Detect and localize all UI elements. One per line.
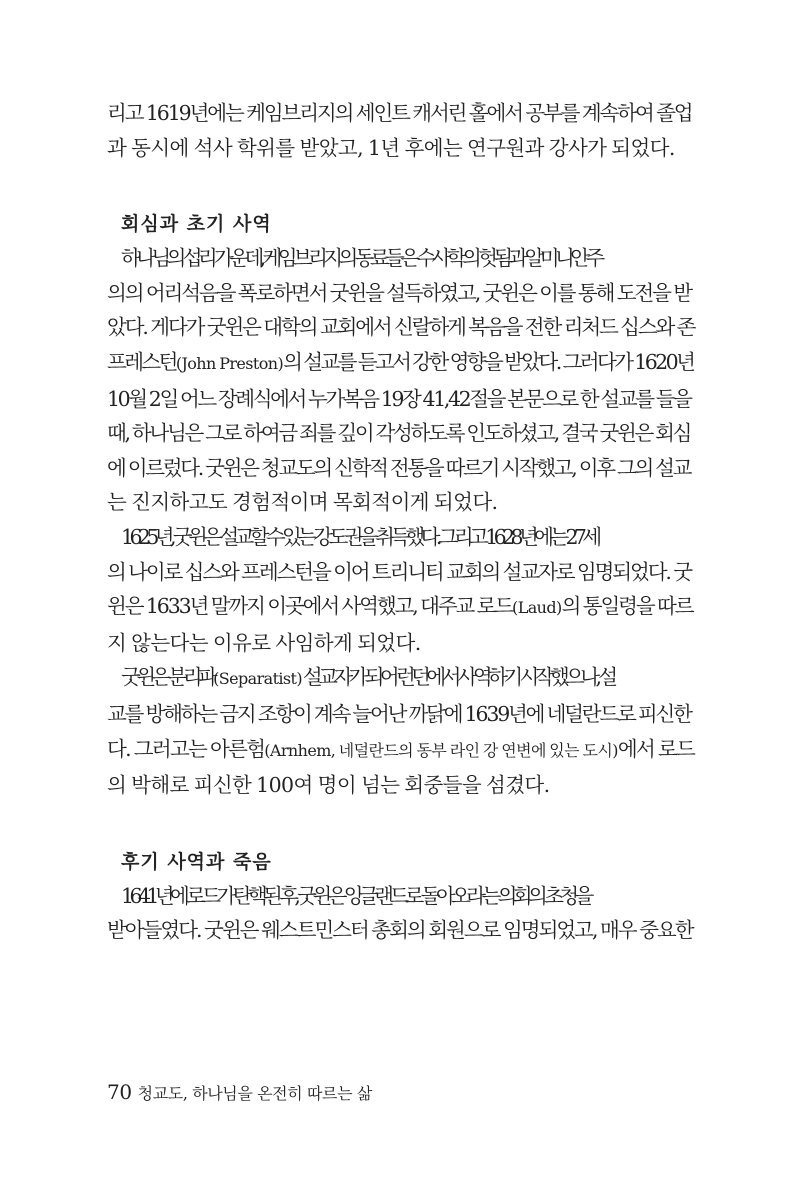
text-line: 교를 방해하는 금지 조항이 계속 늘어난 까닭에 1639년에 네덜란드로 피신한 <box>107 701 691 726</box>
text-line: 다. 그러고는 아른험(Arnhem, 네덜란드의 동부 라인 강 연변에 있는 도시)에서 로드 <box>107 736 695 761</box>
text-line: 의의 어리석음을 폭로하면서 굿윈을 설득하였고, 굿윈은 이를 통해 도전을 받 <box>107 280 691 305</box>
page-number: 70 <box>107 1080 132 1104</box>
book-title: 청교도, 하나님을 온전히 따르는 삶 <box>137 1084 372 1103</box>
text-line: 프레스턴(John Preston)의 설교를 듣고서 강한 영향을 받았다. 그러다가 1620년 <box>107 349 694 374</box>
text-line: 의 나이로 십스와 프레스턴을 이어 트리니티 교회의 설교자로 임명되었다. 굿 <box>107 559 691 584</box>
parenthetical-note: (Separatist) <box>213 669 303 689</box>
paragraph-license <box>107 520 693 660</box>
section-heading-later-ministry: 후기 사역과 죽음 <box>121 850 272 873</box>
text-line: 의 박해로 피신한 100여 명이 넘는 회중들을 섬겼다. <box>107 773 550 798</box>
text-line: 1641년에 로드가 탄핵된 후, 굿윈은 잉글랜드로 돌아오라는 의회의 초청을 <box>121 883 590 908</box>
text-line: 는 진지하고도 경험적이며 목회적이게 되었다. <box>107 490 498 515</box>
text-line: 에 이르렀다. 굿윈은 청교도의 신학적 전통을 따르기 시작했고, 이후 그의 설교 <box>107 455 691 480</box>
intro-paragraph <box>107 96 693 165</box>
text-line: 지 않는다는 이유로 사임하게 되었다. <box>107 630 421 655</box>
text-line: 윈은 1633년 말까지 이곳에서 사역했고, 대주교 로드(Laud)의 통일령을 따르 <box>107 594 693 619</box>
text-line: 1625년, 굿윈은 설교할 수 있는 강도권을 취득했다. 그리고 1628년에는 27세 <box>121 524 598 549</box>
text-line: 았다. 게다가 굿윈은 대학의 교회에서 신랄하게 복음을 전한 리처드 십스와 존 <box>107 315 695 340</box>
text-line: 리고 1619년에는 케임브리지의 세인트 캐서린 홀에서 공부를 계속하여 졸업 <box>107 101 692 125</box>
page-body <box>107 96 693 948</box>
parenthetical-note: (John Preston) <box>175 353 284 373</box>
text-line: 때, 하나님은 그로 하여금 죄를 깊이 각성하도록 인도하셨고, 결국 굿윈은 회심 <box>107 421 691 446</box>
parenthetical-note: (Laud) <box>512 598 562 618</box>
paragraph-return <box>107 879 693 948</box>
text-line: 굿윈은 분리파(Separatist) 설교자가 되어 런던에서 사역하기 시작했으나, 설 <box>121 665 614 690</box>
text-line: 하나님의 섭리 가운데, 케임브리지의 동료들은 수사학의 헛됨과 알미니안주 <box>121 246 601 271</box>
text-line: 과 동시에 석사 학위를 받았고, 1년 후에는 연구원과 강사가 되었다. <box>107 135 675 160</box>
text-line: 받아들였다. 굿윈은 웨스트민스터 총회의 회원으로 임명되었고, 매우 중요한 <box>107 918 693 943</box>
paragraph-providence <box>107 241 693 520</box>
section-heading-conversion: 회심과 초기 사역 <box>121 213 272 236</box>
page-footer <box>107 1080 372 1104</box>
text-line: 10월 2일 어느 장례식에서 누가복음 19장 41,42절을 본문으로 한 설교를 들을 <box>107 386 691 411</box>
paragraph-separatist <box>107 660 693 802</box>
parenthetical-note: (Arnhem, 네덜란드의 동부 라인 강 연변에 있는 도시) <box>264 740 618 760</box>
